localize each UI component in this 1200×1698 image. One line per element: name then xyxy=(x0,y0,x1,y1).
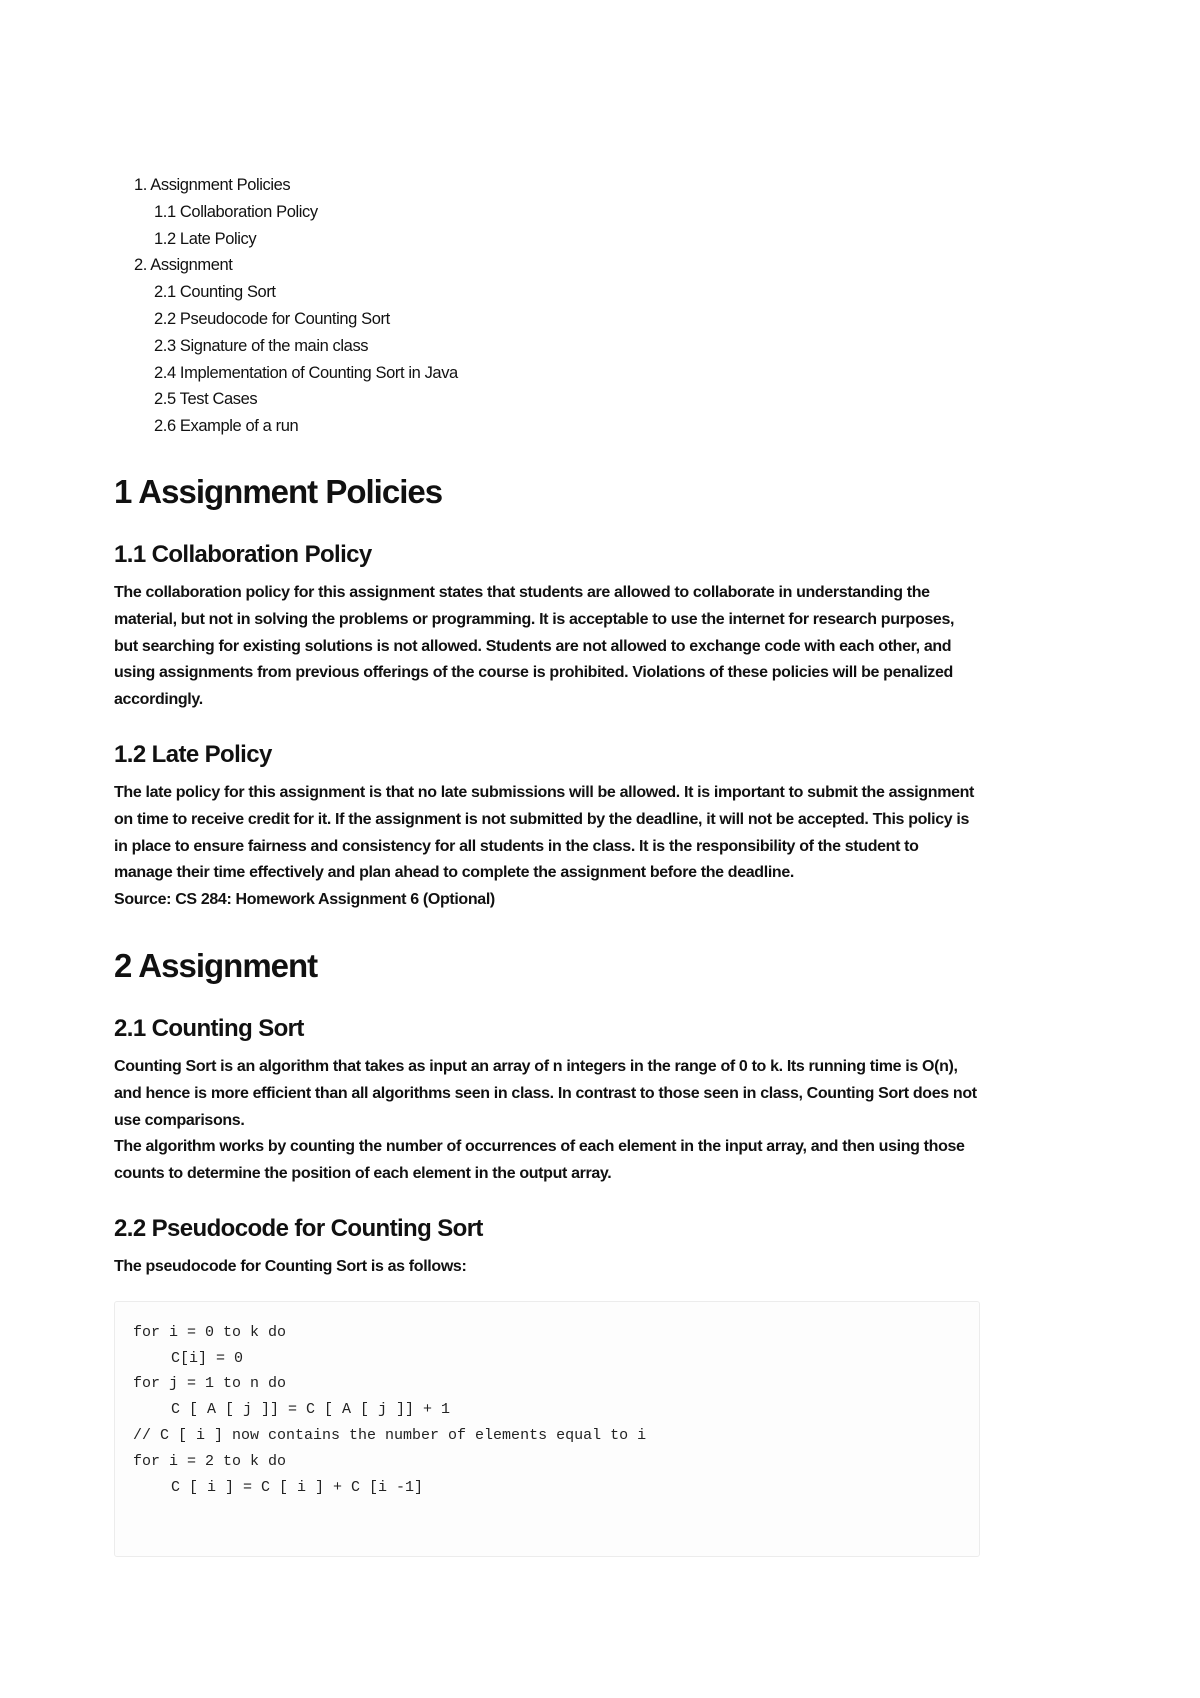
subsection-heading-collaboration-policy: 1.1 Collaboration Policy xyxy=(114,540,372,568)
table-of-contents xyxy=(114,172,980,440)
toc-item[interactable]: 2.5 Test Cases xyxy=(154,390,258,409)
pseudocode-intro: The pseudocode for Counting Sort is as follows: xyxy=(114,1257,467,1275)
code-line: for i = 2 to k do xyxy=(133,1452,287,1470)
code-line: C [ i ] = C [ i ] + C [i -1] xyxy=(171,1478,424,1496)
pseudocode-block xyxy=(114,1301,980,1557)
section-heading-assignment-policies: 1 Assignment Policies xyxy=(114,472,443,510)
collaboration-policy-text: The collaboration policy for this assignment states that students are allowed to collaborate in understanding the material, but not in solving the problems or programming. It is acceptable to use the internet for research purposes, but searching for existing solutions is not allowed. Students are not allowed to exchange code with each other, and using assignments from previous offerings of the course is prohibited. Violations of these policies will be penalized accordingly. xyxy=(114,583,955,709)
subsection-heading-late-policy: 1.2 Late Policy xyxy=(114,740,272,768)
code-line: C [ A [ j ]] = C [ A [ j ]] + 1 xyxy=(171,1401,451,1419)
document-page xyxy=(114,172,980,1557)
toc-item[interactable]: 2.2 Pseudocode for Counting Sort xyxy=(154,309,390,328)
counting-sort-text-2: The algorithm works by counting the number of occurrences of each element in the input array, and then using those counts to determine the position of each element in the output array. xyxy=(114,1138,965,1183)
section-heading-assignment: 2 Assignment xyxy=(114,946,318,984)
code-line: for i = 0 to k do xyxy=(133,1323,287,1341)
code-line: for j = 1 to n do xyxy=(133,1375,287,1393)
toc-item[interactable]: 2. Assignment xyxy=(134,256,233,275)
toc-item[interactable]: 2.1 Counting Sort xyxy=(154,283,276,302)
code-line: // C [ i ] now contains the number of elements equal to i xyxy=(133,1426,647,1444)
subsection-heading-pseudocode: 2.2 Pseudocode for Counting Sort xyxy=(114,1214,483,1242)
counting-sort-text: Counting Sort is an algorithm that takes as input an array of n integers in the range of 0 to k. Its running time is O(n), and hence is more efficient than all algorithms seen in class. In contrast to those seen in class, Counting Sort does not use comparisons. xyxy=(114,1057,977,1129)
toc-item[interactable]: 2.6 Example of a run xyxy=(154,417,299,436)
code-line: C[i] = 0 xyxy=(171,1349,244,1367)
toc-item[interactable]: 2.3 Signature of the main class xyxy=(154,336,369,355)
toc-item[interactable]: 1.2 Late Policy xyxy=(154,229,257,248)
toc-item[interactable]: 1.1 Collaboration Policy xyxy=(154,202,318,221)
source-line: Source: CS 284: Homework Assignment 6 (Optional) xyxy=(114,891,495,909)
subsection-heading-counting-sort: 2.1 Counting Sort xyxy=(114,1014,304,1042)
late-policy-text: The late policy for this assignment is that no late submissions will be allowed. It is important to submit the assignment on time to receive credit for it. If the assignment is not submitted by the deadline, it will not be accepted. This policy is in place to ensure fairness and consistency for all students in the class. It is the responsibility of the student to manage their time effectively and plan ahead to complete the assignment before the deadline. xyxy=(114,783,975,882)
toc-item[interactable]: 1. Assignment Policies xyxy=(134,176,291,194)
toc-item[interactable]: 2.4 Implementation of Counting Sort in Java xyxy=(154,363,458,382)
